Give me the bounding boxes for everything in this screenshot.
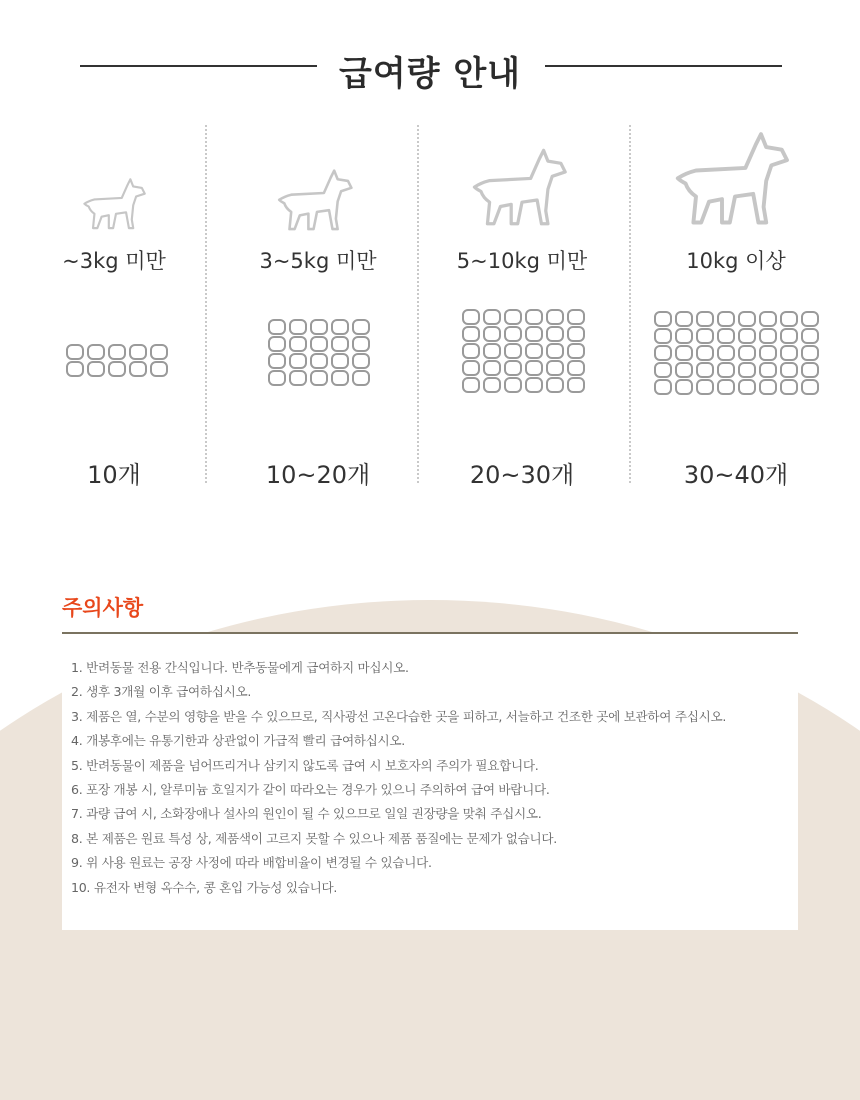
treat-icon — [675, 345, 693, 361]
treat-icon — [462, 343, 480, 359]
treat-icon — [696, 362, 714, 378]
treat-icon — [546, 360, 564, 376]
treat-icon — [759, 345, 777, 361]
treat-icon — [462, 377, 480, 393]
treat-icon — [738, 345, 756, 361]
weight-label-2: 3~5kg 미만 — [259, 249, 377, 273]
feeding-column-3 — [416, 125, 628, 489]
treat-icon — [780, 345, 798, 361]
notice-item: 1. 반려동물 전용 간식입니다. 반추동물에게 급여하지 마십시오. — [71, 660, 409, 675]
treat-icon — [268, 336, 286, 352]
treat-icon — [108, 344, 126, 360]
treat-icon — [801, 328, 819, 344]
treat-icon — [289, 336, 307, 352]
treat-icon — [66, 361, 84, 377]
notice-item: 2. 생후 3개월 이후 급여하십시오. — [71, 684, 252, 700]
treat-icon — [462, 309, 480, 325]
treat-icon — [759, 311, 777, 327]
treat-icon — [717, 379, 735, 395]
treat-icon — [675, 379, 693, 395]
count-label-3: 20~30개 — [469, 461, 575, 489]
xlarge-dog-icon — [670, 125, 800, 229]
treat-icon — [268, 353, 286, 369]
feeding-column-1 — [8, 125, 220, 489]
treat-icon — [801, 345, 819, 361]
count-label-2: 10~20개 — [265, 461, 371, 489]
treat-icon — [780, 362, 798, 378]
treat-grid-4 — [654, 311, 819, 395]
treat-icon — [331, 319, 349, 335]
feeding-column-2 — [212, 125, 424, 489]
treat-icon — [780, 379, 798, 395]
notice-item: 5. 반려동물이 제품을 넘어뜨리거나 삼키지 않도록 급여 시 보호자의 주의가 필요합니다. — [71, 757, 539, 773]
treat-icon — [129, 344, 147, 360]
treat-icon — [504, 309, 522, 325]
treat-icon — [567, 377, 585, 393]
treat-icon — [675, 362, 693, 378]
treat-icon — [504, 377, 522, 393]
treat-icon — [780, 311, 798, 327]
treat-icon — [546, 377, 564, 393]
treat-icon — [696, 345, 714, 361]
treat-icon — [66, 344, 84, 360]
treat-icon — [738, 379, 756, 395]
treat-icon — [738, 311, 756, 327]
treat-icon — [696, 328, 714, 344]
treat-icon — [546, 343, 564, 359]
treat-icon — [567, 326, 585, 342]
weight-label-4: 10kg 이상 — [686, 249, 786, 273]
treat-icon — [289, 353, 307, 369]
page-title: 급여량 안내 — [338, 54, 522, 94]
treat-icon — [801, 311, 819, 327]
notice-heading: 주의사항 — [62, 596, 144, 620]
treat-icon — [483, 326, 501, 342]
notice-item: 8. 본 제품은 원료 특성 상, 제품색이 고르지 못할 수 있으나 제품 품질에는 문제가 없습니다. — [71, 830, 557, 846]
treat-icon — [654, 328, 672, 344]
treat-icon — [567, 343, 585, 359]
treat-icon — [738, 328, 756, 344]
header — [0, 38, 860, 98]
treat-icon — [462, 326, 480, 342]
treat-icon — [738, 362, 756, 378]
large-dog-icon — [468, 143, 576, 229]
treat-icon — [525, 309, 543, 325]
treat-icon — [87, 344, 105, 360]
count-label-1: 10개 — [87, 461, 141, 489]
treat-icon — [654, 311, 672, 327]
treat-icon — [310, 353, 328, 369]
treat-icon — [87, 361, 105, 377]
treat-icon — [483, 377, 501, 393]
treat-icon — [654, 362, 672, 378]
treat-icon — [717, 345, 735, 361]
treat-icon — [654, 345, 672, 361]
treat-icon — [717, 328, 735, 344]
treat-icon — [268, 370, 286, 386]
treat-icon — [289, 319, 307, 335]
treat-icon — [331, 336, 349, 352]
count-label-4: 30~40개 — [683, 461, 789, 489]
treat-icon — [483, 360, 501, 376]
treat-icon — [352, 319, 370, 335]
treat-icon — [310, 370, 328, 386]
feeding-columns — [0, 125, 860, 489]
treat-icon — [352, 353, 370, 369]
treat-icon — [567, 360, 585, 376]
weight-label-3: 5~10kg 미만 — [456, 249, 588, 273]
treat-icon — [310, 319, 328, 335]
treat-icon — [462, 360, 480, 376]
column-divider — [205, 125, 207, 483]
treat-icon — [352, 370, 370, 386]
treat-icon — [717, 311, 735, 327]
treat-icon — [759, 362, 777, 378]
treat-icon — [717, 362, 735, 378]
notice-item: 6. 포장 개봉 시, 알루미늄 호일지가 같이 따라오는 경우가 있으니 주의하여 급여 바랍니다. — [71, 782, 550, 798]
treat-grid-2 — [268, 319, 370, 386]
treat-icon — [525, 326, 543, 342]
treat-icon — [150, 361, 168, 377]
notice-item: 10. 유전자 변형 옥수수, 콩 혼입 가능성 있습니다. — [71, 879, 338, 895]
treat-icon — [525, 360, 543, 376]
treat-icon — [352, 336, 370, 352]
treat-icon — [546, 309, 564, 325]
treat-icon — [268, 319, 286, 335]
small-dog-icon — [80, 175, 152, 231]
notice-item: 7. 과량 급여 시, 소화장애나 설사의 원인이 될 수 있으므로 일일 권장량을 맞춰 주십시오. — [71, 806, 542, 822]
notice-list — [62, 634, 798, 900]
treat-icon — [108, 361, 126, 377]
treat-icon — [504, 326, 522, 342]
treat-icon — [759, 379, 777, 395]
treat-icon — [567, 309, 585, 325]
treat-icon — [675, 311, 693, 327]
treat-icon — [331, 353, 349, 369]
header-rule-right — [545, 65, 782, 67]
treat-icon — [504, 343, 522, 359]
notice-item: 3. 제품은 열, 수분의 영향을 받을 수 있으므로, 직사광선 고온다습한 곳을 피하고, 서늘하고 건조한 곳에 보관하여 주십시오. — [71, 708, 727, 724]
treat-icon — [150, 344, 168, 360]
treat-icon — [546, 326, 564, 342]
treat-icon — [654, 379, 672, 395]
treat-icon — [675, 328, 693, 344]
treat-icon — [801, 379, 819, 395]
treat-icon — [759, 328, 777, 344]
notice-item: 9. 위 사용 원료는 공장 사정에 따라 배합비율이 변경될 수 있습니다. — [71, 855, 432, 871]
treat-icon — [483, 309, 501, 325]
treat-grid-1 — [66, 344, 168, 377]
treat-grid-3 — [462, 309, 585, 393]
treat-icon — [696, 379, 714, 395]
treat-icon — [310, 336, 328, 352]
treat-icon — [525, 343, 543, 359]
weight-label-1: ~3kg 미만 — [62, 249, 166, 273]
treat-icon — [483, 343, 501, 359]
treat-icon — [289, 370, 307, 386]
notice-box — [62, 632, 798, 930]
medium-dog-icon — [274, 165, 360, 233]
feeding-column-4 — [630, 125, 842, 489]
treat-icon — [331, 370, 349, 386]
treat-icon — [129, 361, 147, 377]
treat-icon — [780, 328, 798, 344]
treat-icon — [696, 311, 714, 327]
treat-icon — [801, 362, 819, 378]
notice-item: 4. 개봉후에는 유통기한과 상관없이 가급적 빨리 급여하십시오. — [71, 733, 405, 749]
treat-icon — [525, 377, 543, 393]
treat-icon — [504, 360, 522, 376]
